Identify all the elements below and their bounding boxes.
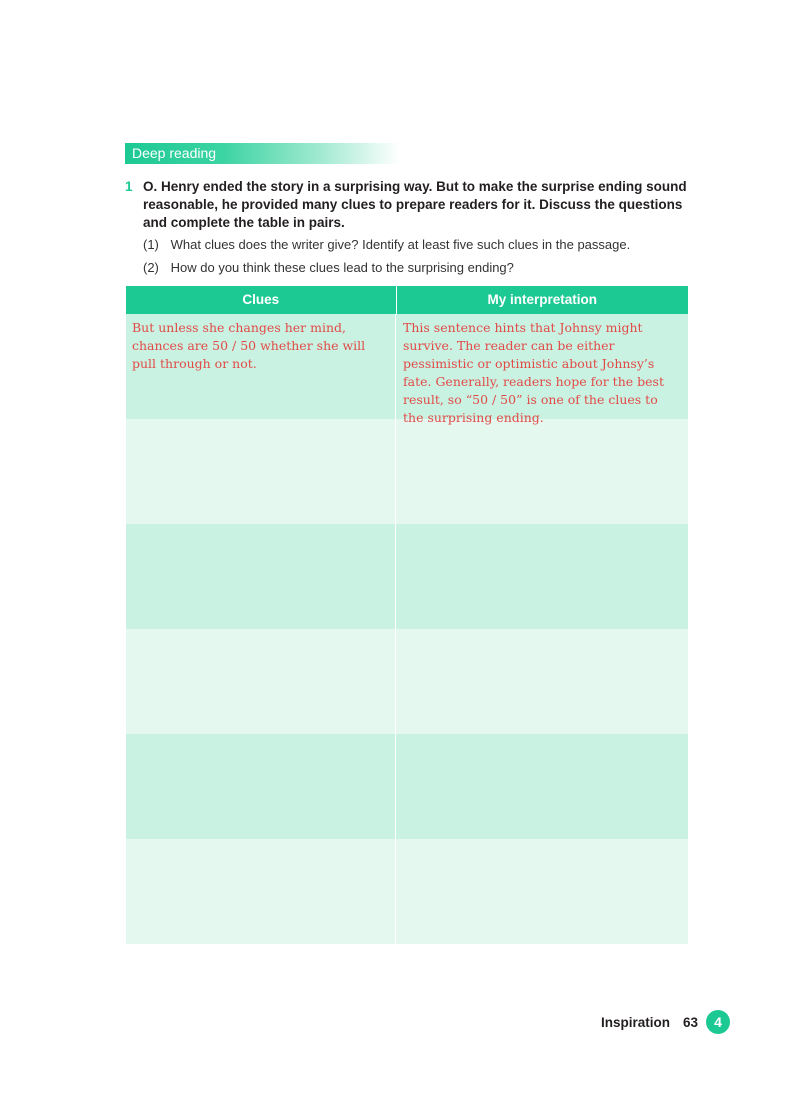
footer-unit-title: Inspiration <box>601 1015 671 1030</box>
table-row <box>126 734 688 839</box>
clue-cell[interactable] <box>126 419 396 524</box>
sub-question <box>143 237 630 252</box>
sub-question-number: (1) <box>143 237 159 252</box>
clue-cell[interactable] <box>126 524 396 629</box>
question-text: O. Henry ended the story in a surprising way. But to make the surprise ending sound reasonable, he provided many clues to prepare readers for it. Discuss the questions and complete the table in pairs. <box>143 179 687 230</box>
clue-cell[interactable] <box>126 629 396 734</box>
interpretation-cell[interactable]: This sentence hints that Johnsy might survive. The reader can be either pessimistic or optimistic about Johnsy’s fate. Generally, readers hope for the best result, so “50 / 50” is one of the clues to the surprising ending. <box>403 320 664 425</box>
sub-question-text: What clues does the writer give? Identify at least five such clues in the passage. <box>170 237 631 252</box>
section-title: Deep reading <box>125 143 400 164</box>
table-row <box>126 419 688 524</box>
table-header <box>126 286 688 314</box>
clue-cell[interactable] <box>126 734 396 839</box>
interpretation-cell[interactable] <box>396 734 688 839</box>
interpretation-cell[interactable] <box>396 524 688 629</box>
question-number: 1 <box>125 179 133 194</box>
table-row <box>126 629 688 734</box>
table-row <box>126 839 688 944</box>
table-row <box>126 524 688 629</box>
sub-question-number: (2) <box>143 260 159 275</box>
interpretation-cell[interactable] <box>396 839 688 944</box>
interpretation-cell[interactable] <box>396 629 688 734</box>
clue-cell[interactable] <box>126 839 396 944</box>
header-clues: Clues <box>126 286 397 314</box>
clue-cell[interactable]: But unless she changes her mind, chances are 50 / 50 whether she will pull through or not. <box>126 314 396 419</box>
table-row <box>126 314 688 425</box>
interpretation-cell[interactable] <box>396 419 688 524</box>
clues-table <box>126 286 688 944</box>
unit-number-badge: 4 <box>706 1010 730 1034</box>
sub-question <box>143 260 514 275</box>
page-number: 63 <box>683 1015 699 1030</box>
sub-question-text: How do you think these clues lead to the surprising ending? <box>170 260 514 275</box>
header-interpretation: My interpretation <box>487 292 598 307</box>
